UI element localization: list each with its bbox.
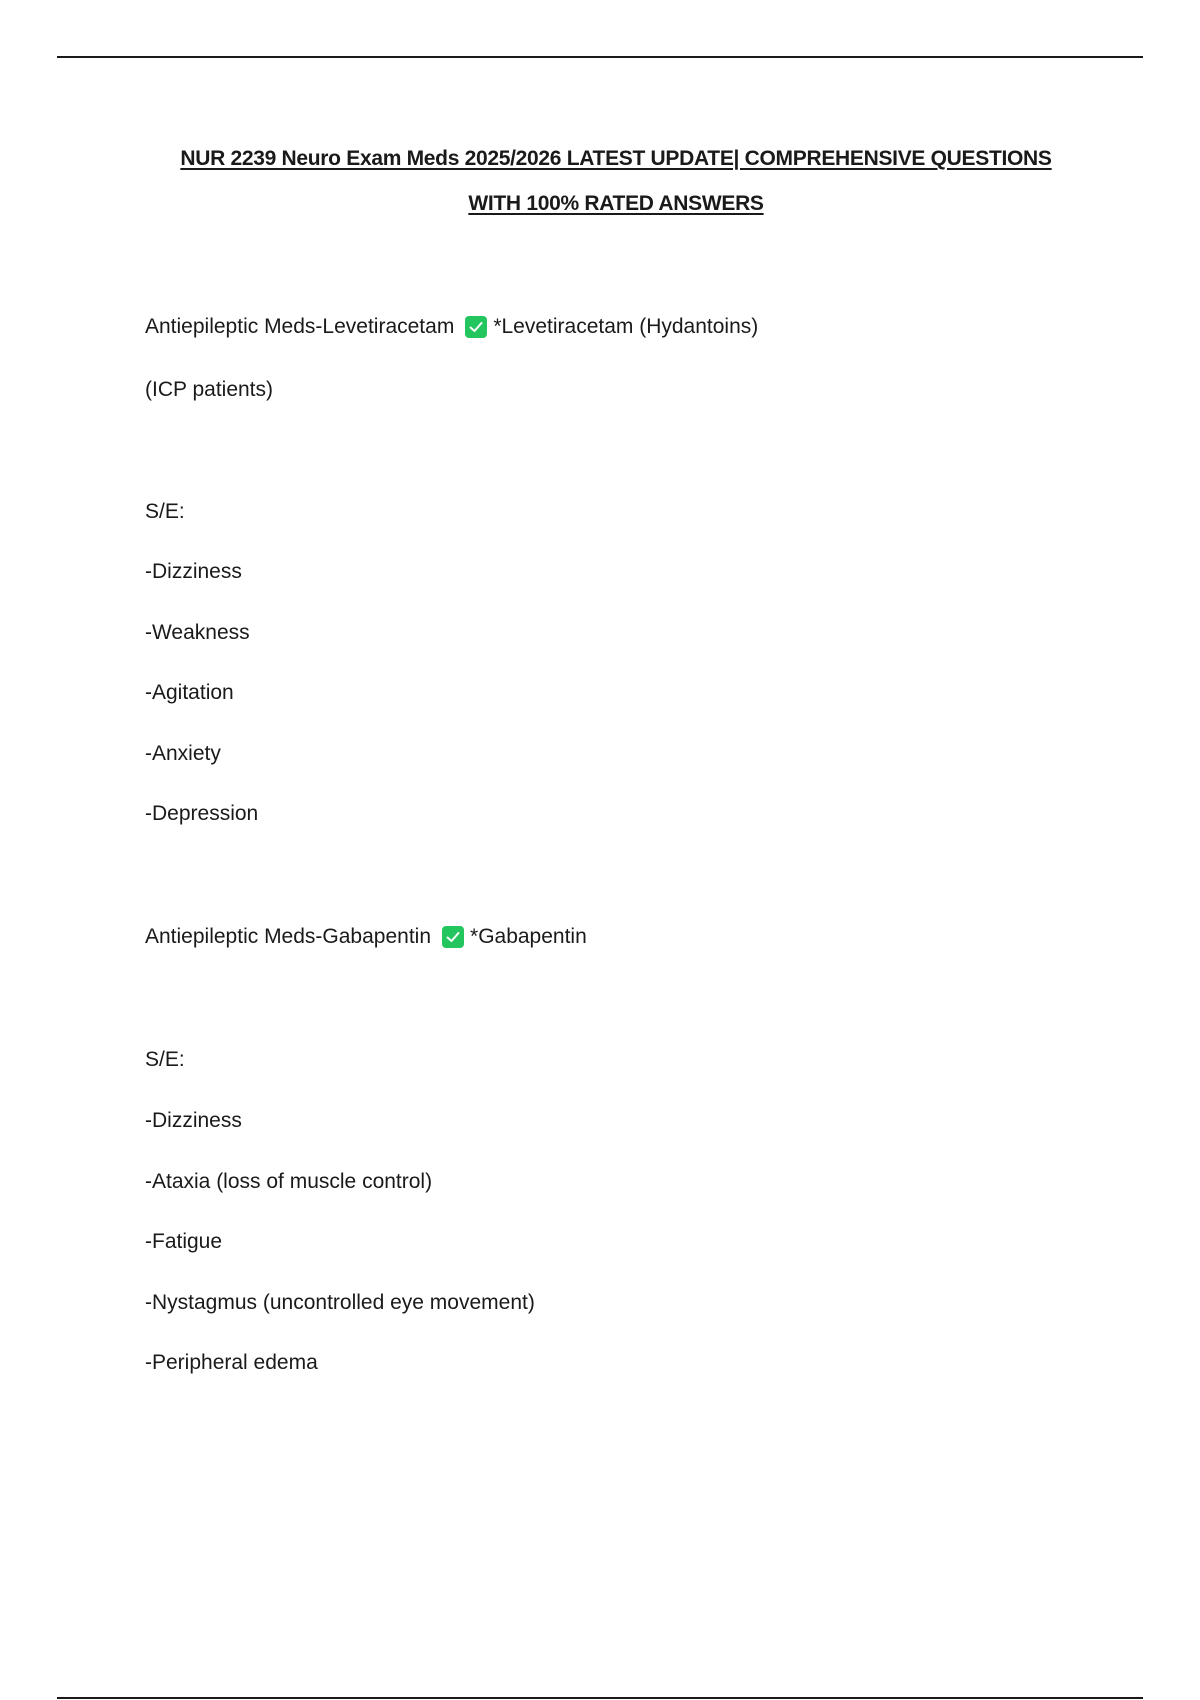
side-effect-item: -Depression (145, 802, 259, 825)
question-text: Antiepileptic Meds-Gabapentin (145, 925, 432, 948)
top-rule (57, 56, 1143, 58)
side-effect-item: -Peripheral edema (145, 1351, 318, 1374)
question-gabapentin (145, 924, 587, 950)
side-effects-label: S/E: (145, 500, 185, 523)
side-effect-item: -Agitation (145, 681, 234, 704)
question-text: Antiepileptic Meds-Levetiracetam (145, 315, 455, 338)
side-effect-item: -Anxiety (145, 742, 221, 765)
side-effects-label: S/E: (145, 1048, 185, 1071)
side-effect-item: -Nystagmus (uncontrolled eye movement) (145, 1291, 535, 1314)
answer-text: *Gabapentin (470, 925, 587, 948)
document-title-line1: NUR 2239 Neuro Exam Meds 2025/2026 LATEST UPDATE| COMPREHENSIVE QUESTIONS (180, 147, 1052, 170)
side-effect-item: -Dizziness (145, 1109, 242, 1132)
side-effect-item: -Weakness (145, 621, 250, 644)
side-effect-item: -Dizziness (145, 560, 242, 583)
question-levetiracetam (145, 314, 758, 340)
bottom-rule (57, 1697, 1143, 1699)
note-text: (ICP patients) (145, 378, 273, 401)
green-checkmark-icon (465, 316, 487, 338)
side-effect-item: -Ataxia (loss of muscle control) (145, 1170, 433, 1193)
document-title-line2: WITH 100% RATED ANSWERS (468, 192, 764, 215)
answer-text: *Levetiracetam (Hydantoins) (493, 315, 759, 338)
green-checkmark-icon (442, 926, 464, 948)
side-effect-item: -Fatigue (145, 1230, 223, 1253)
